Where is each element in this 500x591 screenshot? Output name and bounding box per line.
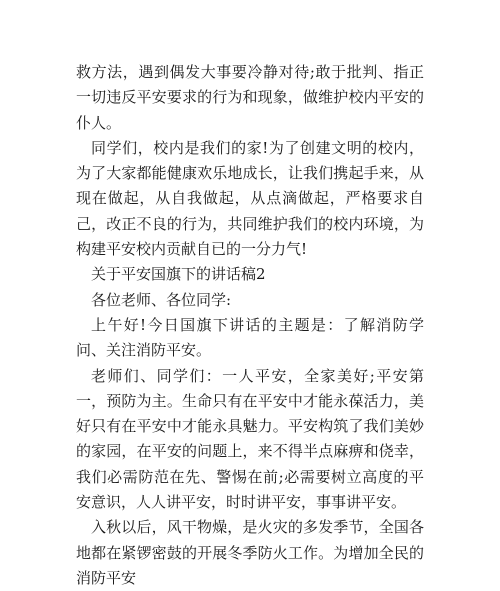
paragraph-campus-home: 同学们，校内是我们的家!为了创建文明的校内，为了大家都能健康欢乐地成长，让我们携起手来，从现在做起，从自我做起，从点滴做起，严格要求自己，改正不良的行为，共同维护我们的校内环境，为构建平安校内贡献自已的一分力气! [76, 138, 424, 259]
paragraph-autumn-fire: 入秋以后，风干物燥，是火灾的多发季节，全国各地都在紧锣密鼓的开展冬季防火工作。为增加全民的消防平安 [76, 518, 424, 587]
speech-salutation: 各位老师、各位同学: [91, 290, 232, 309]
paragraph-safety-first: 老师们、同学们：一人平安，全家美好;平安第一，预防为主。生命只有在平安中才能永葆活力，美好只有在平安中才能永具魅力。平安构筑了我们美妙的家园，在平安的问题上，来不得半点麻痹和侥幸，我们必需防范在先、警惕在前;必需要树立高度的平安意识，人人讲平安，时时讲平安，事事讲平安。 [76, 366, 424, 512]
paragraph-safety-methods: 救方法，遇到偶发大事要冷静对待;敢于批判、指正一切违反平安要求的行为和现象，做维护校内平安的仆人。 [76, 63, 424, 132]
document-body [76, 60, 424, 591]
speech-title: 关于平安国旗下的讲话稿2 [91, 265, 266, 284]
paragraph-greeting: 上午好!今日国旗下讲话的主题是：了解消防学问、关注消防平安。 [76, 315, 424, 360]
